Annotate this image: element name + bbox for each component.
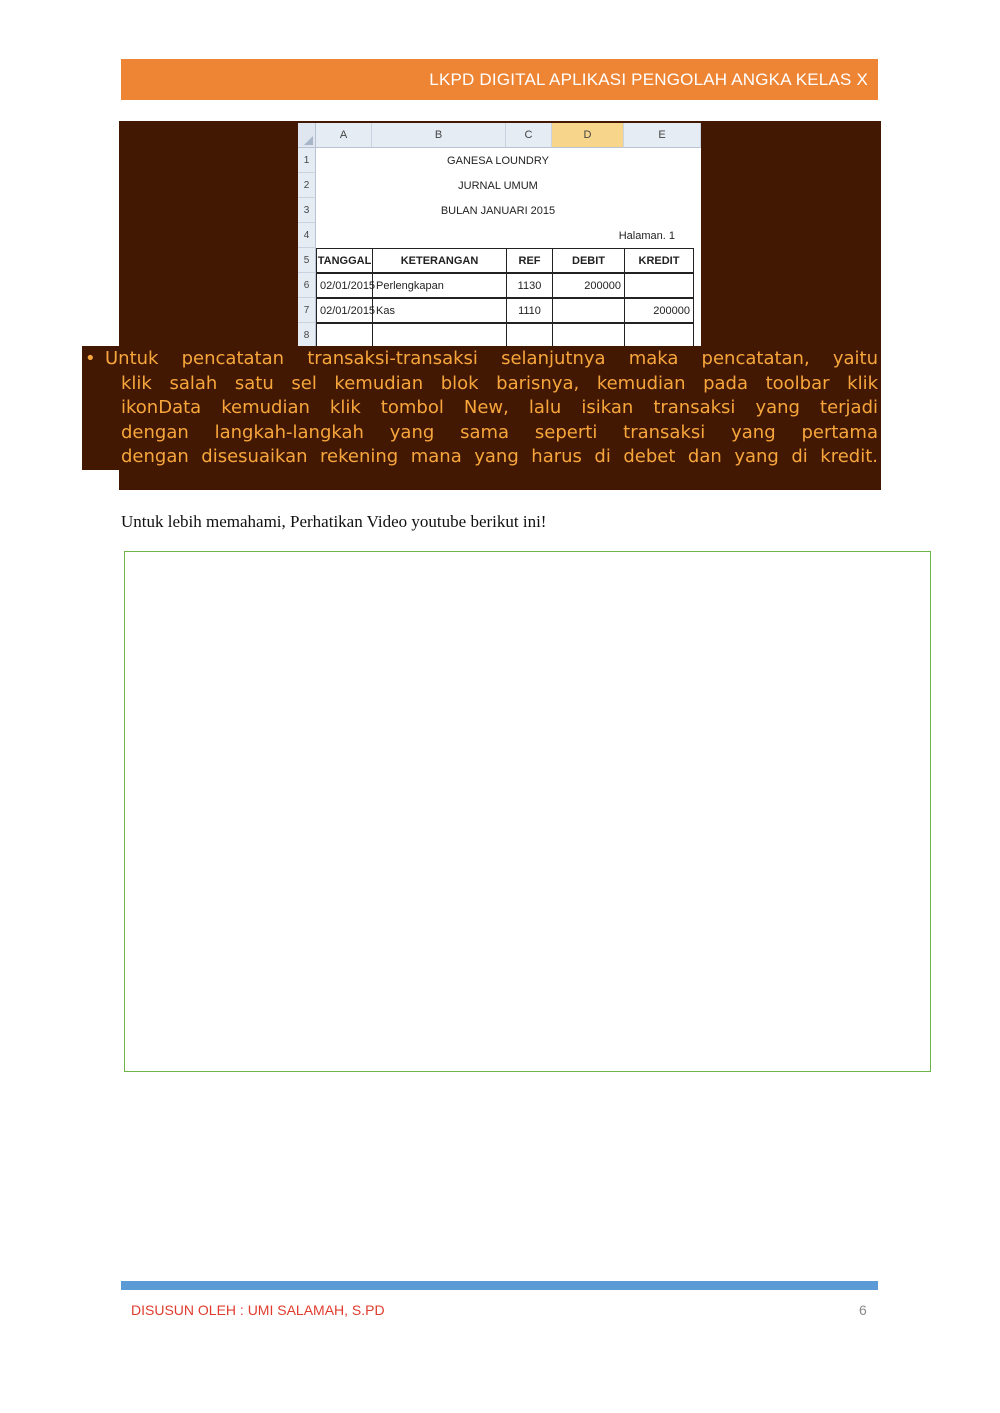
empty-cell-d8 [552, 323, 625, 346]
row-header-5: 5 [298, 248, 316, 273]
page-number: 6 [859, 1302, 867, 1318]
sheet-title-period: BULAN JANUARI 2015 [440, 204, 556, 217]
spreadsheet-screenshot [298, 123, 701, 346]
bullet-line-4: dengan langkah-langkah yang sama seperti transaksi yang pertama [121, 421, 878, 443]
row-header-6: 6 [298, 273, 316, 298]
empty-cell-c8 [506, 323, 553, 346]
row-header-4: 4 [298, 223, 316, 248]
row-header-8: 8 [298, 323, 316, 346]
empty-cell-a8 [316, 323, 373, 346]
empty-cell-b8 [372, 323, 507, 346]
row-header-3: 3 [298, 198, 316, 223]
header-tanggal: TANGGAL [316, 248, 373, 273]
sheet-title-journal: JURNAL UMUM [458, 179, 538, 192]
bullet-line-1: • Untuk pencatatan transaksi-transaksi selanjutnya maka pencatatan, yaitu [85, 347, 878, 372]
row-header-2: 2 [298, 173, 316, 198]
column-header-d: D [552, 123, 624, 148]
footer-bar [121, 1281, 878, 1290]
entry-2-tanggal: 02/01/2015 [316, 298, 373, 323]
header-title: LKPD DIGITAL APLIKASI PENGOLAH ANGKA KELAS X [429, 69, 868, 89]
bullet-line-5: dengan disesuaikan rekening mana yang harus di debet dan yang di kredit. [121, 446, 878, 468]
column-header-c: C [506, 123, 552, 148]
row-header-7: 7 [298, 298, 316, 323]
header-ref: REF [506, 248, 553, 273]
bullet-dot-icon: • [85, 348, 96, 369]
column-header-b: B [372, 123, 506, 148]
column-header-e: E [624, 123, 701, 148]
row-header-1: 1 [298, 148, 316, 173]
youtube-video-embed[interactable] [124, 551, 931, 1072]
entry-2-kredit: 200000 [624, 298, 694, 323]
header-keterangan: KETERANGAN [372, 248, 507, 273]
footer-author: DISUSUN OLEH : UMI SALAMAH, S.PD [131, 1302, 385, 1318]
bullet-line-3: ikonData kemudian klik tombol New, lalu isikan transaksi yang terjadi [121, 397, 878, 419]
entry-2-debit [552, 298, 625, 323]
entry-1-debit: 200000 [552, 273, 625, 298]
bullet-instruction [85, 347, 878, 470]
entry-1-ref: 1130 [506, 273, 553, 298]
entry-1-kredit [624, 273, 694, 298]
sheet-title-company: GANESA LOUNDRY [447, 154, 549, 167]
entry-2-keterangan: Kas [372, 298, 507, 323]
header-kredit: KREDIT [624, 248, 694, 273]
column-header-a: A [316, 123, 372, 148]
entry-2-ref: 1110 [506, 298, 553, 323]
entry-1-keterangan: Perlengkapan [372, 273, 507, 298]
header-bar [121, 59, 878, 100]
header-debit: DEBIT [552, 248, 625, 273]
entry-1-tanggal: 02/01/2015 [316, 273, 373, 298]
empty-cell-e8 [624, 323, 694, 346]
select-all-corner [298, 123, 316, 148]
sheet-page-label: Halaman. 1 [618, 229, 675, 242]
intro-text: Untuk lebih memahami, Perhatikan Video youtube berikut ini! [121, 512, 547, 531]
bullet-line-2: klik salah satu sel kemudian blok barisnya, kemudian pada toolbar klik [121, 372, 878, 394]
